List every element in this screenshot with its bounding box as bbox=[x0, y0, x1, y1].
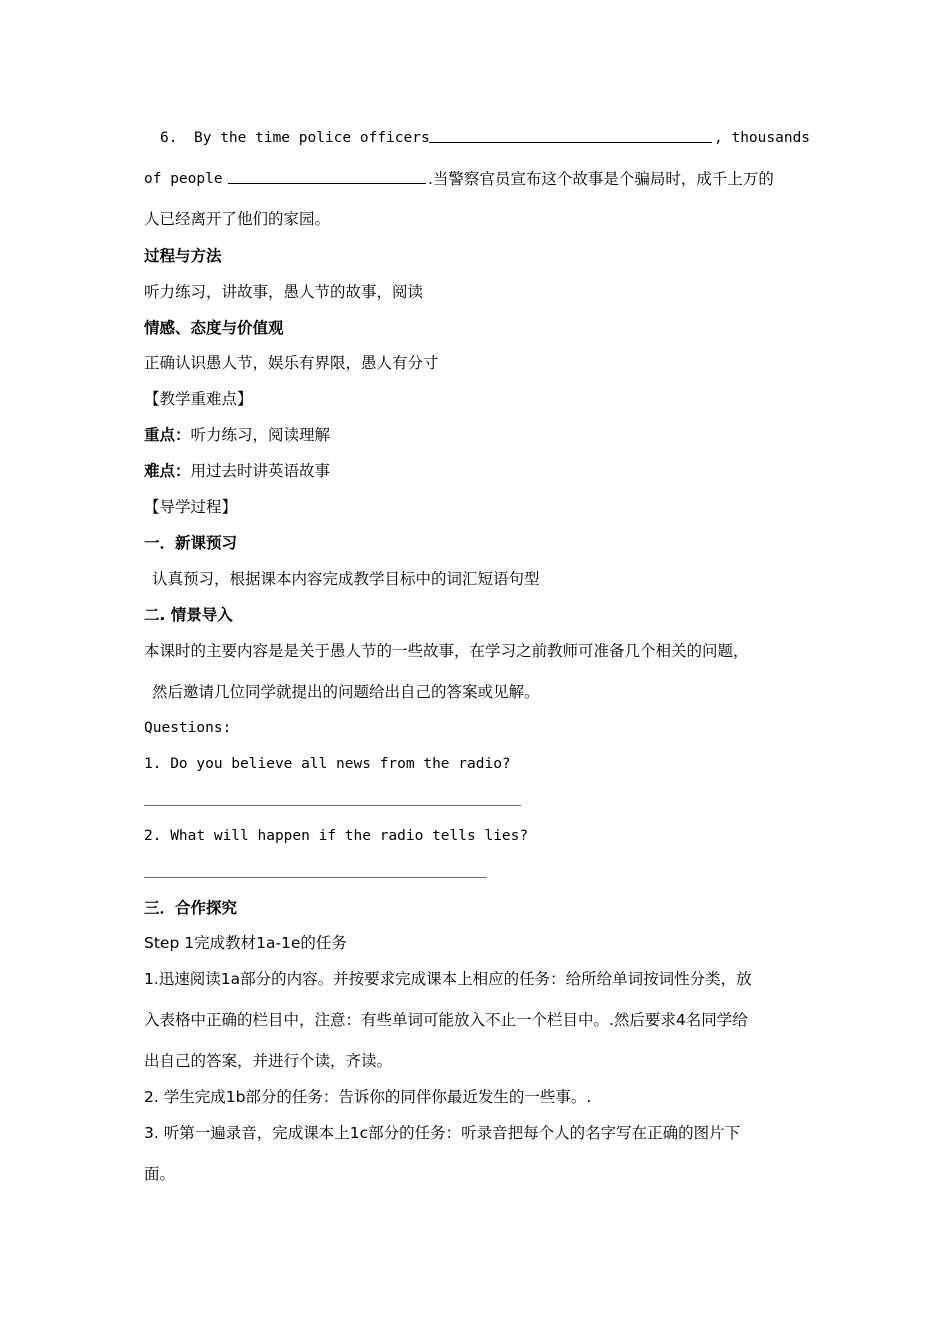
answer-line-2[interactable] bbox=[144, 877, 487, 878]
section-heading-preview: 一．新课预习 bbox=[144, 534, 238, 552]
question-6-number: 6. bbox=[160, 130, 178, 146]
questions-label: Questions: bbox=[144, 720, 232, 736]
emotion-text: 正确认识愚人节，娱乐有界限，愚人有分寸 bbox=[144, 354, 439, 372]
preview-text: 认真预习，根据课本内容完成教学目标中的词汇短语句型 bbox=[152, 570, 540, 588]
intro-text-2: 然后邀请几位同学就提出的问题给出自己的答案或见解。 bbox=[152, 683, 540, 701]
item-1-line-2: 入表格中正确的栏目中，注意：有些单词可能放入不止一个栏目中。.然后要求4名同学给 bbox=[144, 1011, 748, 1029]
question-1: 1. Do you believe all news from the radio? bbox=[144, 756, 511, 772]
difficult-point-label: 难点： bbox=[144, 462, 191, 480]
question-2: 2. What will happen if the radio tells lies? bbox=[144, 828, 529, 844]
difficult-point-line bbox=[144, 460, 808, 482]
section-heading-emotion: 情感、态度与价值观 bbox=[144, 319, 284, 337]
process-text: 听力练习，讲故事，愚人节的故事，阅读 bbox=[144, 283, 424, 301]
answer-blank[interactable] bbox=[228, 168, 426, 184]
intro-text-1: 本课时的主要内容是是关于愚人节的一些故事，在学习之前教师可准备几个相关的问题， bbox=[144, 642, 749, 660]
section-heading-key-points: 【教学重难点】 bbox=[144, 390, 253, 408]
step-1-heading: Step 1完成教材1a-1e的任务 bbox=[144, 934, 347, 952]
section-heading-guide: 【导学过程】 bbox=[144, 498, 238, 516]
question-6-text-4: .当警察官员宣布这个故事是个骗局时，成千上万的 bbox=[428, 170, 774, 188]
answer-line-1[interactable] bbox=[144, 805, 521, 806]
key-point-text: 听力练习，阅读理解 bbox=[190, 426, 331, 444]
item-1-line-1: 1.迅速阅读1a部分的内容。并按要求完成课本上相应的任务：给所给单词按词性分类，放 bbox=[144, 970, 752, 988]
key-point-line bbox=[144, 424, 808, 446]
question-6-text-2: , thousands bbox=[714, 130, 811, 146]
question-6-text-3: of people bbox=[144, 171, 223, 187]
item-3-line-2: 面。 bbox=[144, 1165, 176, 1183]
section-heading-process: 过程与方法 bbox=[144, 247, 222, 265]
question-6-text-1: By the time police officers bbox=[194, 130, 430, 146]
item-3-line-1: 3. 听第一遍录音，完成课本上1c部分的任务：听录音把每个人的名字写在正确的图片下 bbox=[144, 1124, 741, 1142]
section-heading-cooperation: 三．合作探究 bbox=[144, 899, 238, 917]
item-1-line-3: 出自己的答案，并进行个读，齐读。 bbox=[144, 1052, 393, 1070]
item-2: 2. 学生完成1b部分的任务：告诉你的同伴你最近发生的一些事。. bbox=[144, 1088, 592, 1106]
section-heading-intro: 二. 情景导入 bbox=[144, 606, 233, 624]
difficult-point-text: 用过去时讲英语故事 bbox=[190, 462, 331, 480]
key-point-label: 重点： bbox=[144, 426, 191, 444]
question-6-line-3: 人已经离开了他们的家园。 bbox=[144, 210, 331, 228]
answer-blank[interactable] bbox=[429, 127, 712, 143]
